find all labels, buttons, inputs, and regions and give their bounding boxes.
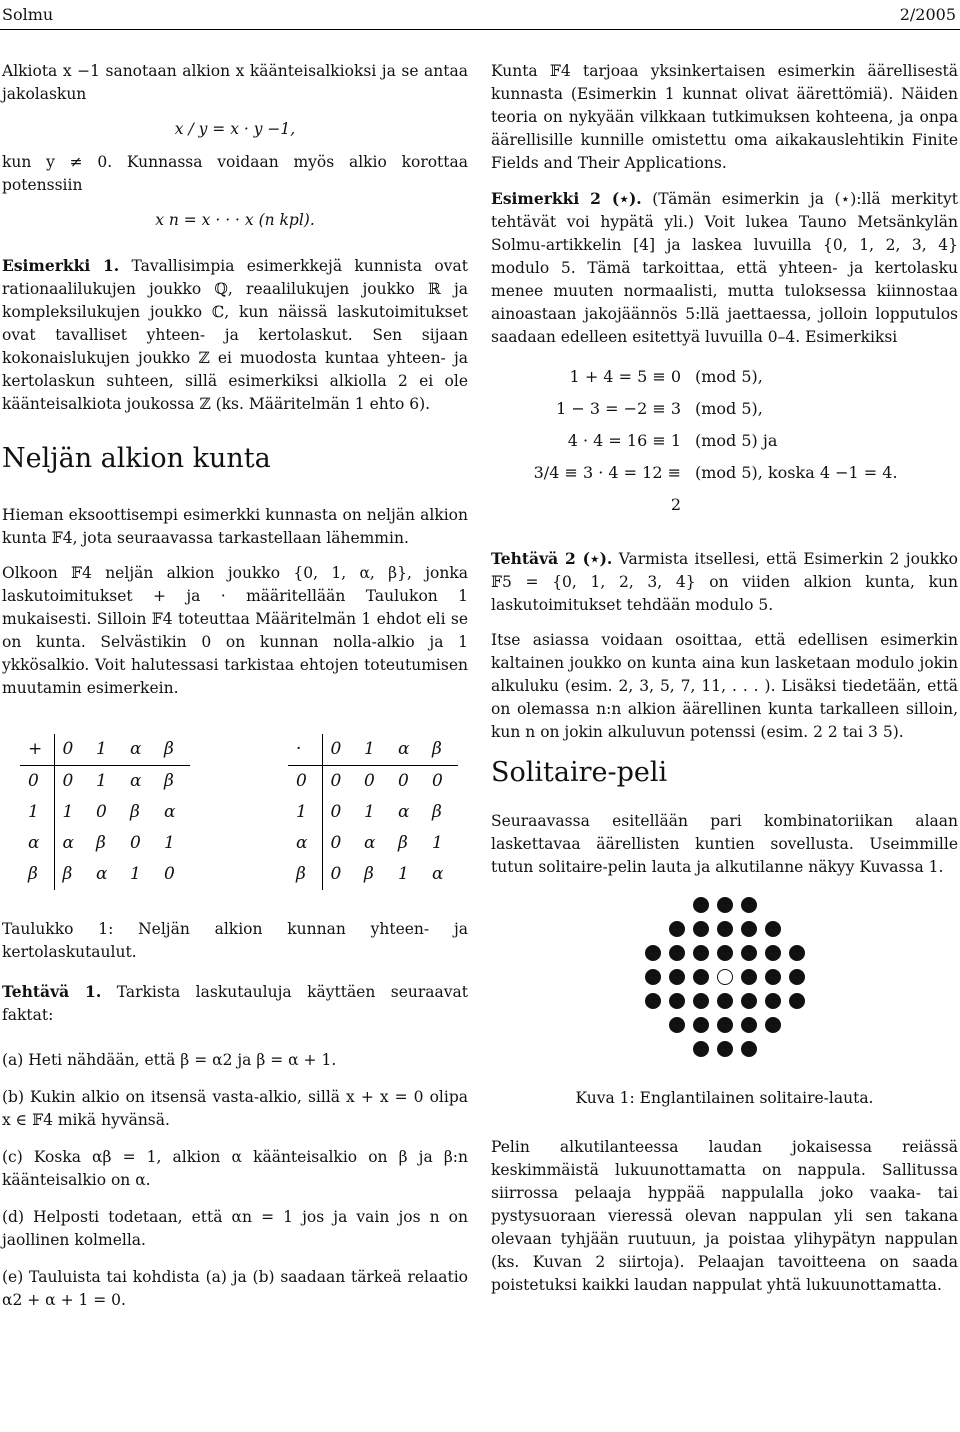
left-column [2, 60, 468, 1326]
fact-item: (e) Tauluista tai kohdista (a) ja (b) saadaan tärkeä relaatio α2 + α + 1 = 0. [2, 1268, 468, 1309]
figure-caption: Kuva 1: Englantilainen solitaire-lauta. [575, 1089, 874, 1107]
task-text: Varmista itsellesi, että Esimerkin 2 joukko 𝔽5 = {0, 1, 2, 3, 4} on viiden alkion kunta, kun laskutoimitukset tehdään modulo 5. [491, 550, 959, 614]
peg [693, 897, 709, 913]
table-cell: 0 [330, 771, 342, 791]
peg [765, 969, 781, 985]
table-cell: α [20, 828, 54, 859]
table-cell: 1 [398, 864, 409, 884]
right-column [491, 60, 958, 1309]
table-cell: β [20, 859, 54, 890]
peg [789, 969, 805, 985]
table-cell: α [364, 833, 376, 853]
table-cell: 1 [288, 797, 322, 828]
table-cell: β [96, 833, 106, 853]
table-cell: 0 [398, 771, 409, 791]
fact-item: (a) Heti nähdään, että β = α2 ja β = α + 1. [2, 1051, 337, 1069]
peg [717, 921, 733, 937]
board-gap [665, 893, 689, 917]
table-cell: 1 [96, 771, 107, 791]
table-cell: β [164, 771, 174, 791]
table-cell: β [62, 864, 73, 884]
fact-item: (b) Kukin alkio on itsensä vasta-alkio, sillä x + x = 0 olipa x ∈ 𝔽4 mikä hyvänsä. [2, 1088, 468, 1129]
table-cell: 1 [432, 833, 443, 853]
table-cell: α [164, 802, 176, 822]
table-cell: 0 [288, 766, 322, 798]
empty-hole [717, 969, 733, 985]
congruence-row: 1 − 3 = −2 ≡ 3 (mod 5), [556, 399, 763, 418]
peg [717, 993, 733, 1009]
board-gap [761, 1037, 785, 1061]
peg [669, 993, 685, 1009]
table-cell: β [398, 833, 408, 853]
table-row [288, 797, 458, 828]
issue-number: 2/2005 [899, 5, 956, 24]
table-cell: α [122, 734, 156, 766]
section-title: Solitaire-peli [491, 757, 668, 788]
example-text: (Tämän esimerkin ja (⋆):llä merkityt tehtävät voi hypätä yli.) Voit lukea Tauno Metsänkylän Solmu-artikkelin [4] ja laskea luvuilla {0, 1, 2, 3, 4} modulo 5. Tämä tarkoittaa, että yhteen- ja kertolasku menee muuten normaalisti, mutta tuloksessa kiinnostaa ainoastaan jakojäännös 5:llä jaettaessa, jolloin lopputulos saadaan edelleen esitettyä luvuilla 0–4. Esimerkiksi [491, 190, 958, 346]
table-row [20, 797, 190, 828]
table-row [20, 734, 190, 766]
equation-power: x n = x · · · x (n kpl). [155, 211, 315, 229]
peg [693, 969, 709, 985]
congruence-row: 1 + 4 = 5 ≡ 0 (mod 5), [569, 367, 763, 386]
table-cell: β [424, 734, 458, 766]
paragraph: Pelin alkutilanteessa laudan jokaisessa reiässä keskimmäistä lukuunottamatta on nappula. Sallitussa siirrossa pelaaja hyppää nappulalla joko vaaka- tai pystysuoraan vieressä olevan nappulan yli sen takana olevaan tyhjään ruutuun, ja poistaa ylihypätyn nappulan (ks. Kuvan 2 siirtoja). Pelaajan tavoitteena on saada poistetuksi kaikki laudan nappulat yhtä lukuunottamatta. [491, 1138, 958, 1294]
table-cell: 0 [432, 771, 443, 791]
table-cell: β [432, 802, 442, 822]
peg [741, 945, 757, 961]
paragraph: kun y ≠ 0. Kunnassa voidaan myös alkio korottaa potenssiin [2, 153, 468, 194]
task-1 [2, 980, 468, 1027]
table-cell: 0 [364, 771, 375, 791]
peg [717, 1041, 733, 1057]
peg [717, 1017, 733, 1033]
peg [741, 969, 757, 985]
section-title: Neljän alkion kunta [2, 443, 271, 474]
peg [669, 921, 685, 937]
equation-division: x / y = x · y −1, [174, 120, 296, 138]
multiplication-table [288, 734, 458, 890]
paragraph: Kunta 𝔽4 tarjoaa yksinkertaisen esimerkin äärellisestä kunnasta (Esimerkin 1 kunnat olivat äärettömiä). Näiden teoria on nykyään vilkkaan tutkimuksen kohteena, ja onpa äärellisille kunnille omistettu oma aikakauslehtikin Finite Fields and Their Applications. [491, 62, 958, 172]
table-cell: β [364, 864, 374, 884]
table-cell: 0 [330, 802, 342, 822]
table-cell: β [156, 734, 190, 766]
peg [765, 921, 781, 937]
congruence-row: 3/4 ≡ 3 · 4 = 12 ≡ 2 (mod 5), koska 4 −1 = 4. [533, 463, 898, 514]
paragraph: Alkiota x −1 sanotaan alkion x käänteisalkioksi ja se antaa jakolaskun [2, 62, 468, 103]
peg [693, 1041, 709, 1057]
peg [693, 993, 709, 1009]
peg [645, 945, 661, 961]
table-row [20, 766, 190, 798]
page-header [0, 0, 960, 30]
paragraph: Itse asiassa voidaan osoittaa, että edellisen esimerkin kaltainen joukko on kunta aina kun lasketaan modulo jokin alkuluku (esim. 2, 3, 5, 7, 11, . . . ). Lisäksi tiedetään, että on olemassa n:n alkion äärellinen kunta tarkalleen silloin, kun n on jokin alkuluvun potenssi (esim. 2 2 tai 3 5). [491, 631, 958, 741]
table-cell: · [288, 734, 322, 766]
example-label: Esimerkki 1. [2, 256, 120, 275]
peg [741, 1017, 757, 1033]
table-cell: α [96, 864, 108, 884]
board-gap [641, 893, 665, 917]
peg [789, 945, 805, 961]
table-cell: 0 [164, 864, 175, 884]
table-row [20, 859, 190, 890]
fact-item: (c) Koska αβ = 1, alkion α käänteisalkio on β ja β:n käänteisalkio on α. [2, 1148, 468, 1189]
board-gap [641, 1013, 665, 1037]
table-row [288, 828, 458, 859]
table-cell: α [288, 828, 322, 859]
peg [645, 969, 661, 985]
peg [669, 969, 685, 985]
board-gap [785, 917, 809, 941]
table-cell: 0 [330, 833, 342, 853]
task-label: Tehtävä 1. [2, 982, 102, 1001]
table-cell: 0 [62, 771, 74, 791]
table-cell: + [20, 734, 54, 766]
task-label: Tehtävä 2 (⋆). [491, 549, 613, 568]
peg [741, 993, 757, 1009]
congruence-row: 4 · 4 = 16 ≡ 1 (mod 5) ja [567, 431, 778, 450]
board-gap [785, 1037, 809, 1061]
board-gap [641, 917, 665, 941]
operation-tables [20, 734, 458, 890]
table-cell: α [62, 833, 74, 853]
fact-item: (d) Helposti todetaan, että αn = 1 jos ja vain jos n on jaollinen kolmella. [2, 1208, 468, 1249]
peg [741, 1041, 757, 1057]
table-cell: 0 [54, 734, 88, 766]
peg [669, 945, 685, 961]
table-cell: α [398, 802, 410, 822]
example-1 [2, 254, 468, 416]
congruence-list [531, 361, 958, 521]
board-gap [641, 1037, 665, 1061]
table-caption: Taulukko 1: Neljän alkion kunnan yhteen- ja kertolaskutaulut. [2, 920, 468, 961]
peg [765, 1017, 781, 1033]
table-cell: 1 [62, 802, 74, 822]
peg [693, 945, 709, 961]
fact-list [2, 1049, 468, 1312]
peg [669, 1017, 685, 1033]
peg [765, 945, 781, 961]
table-row [288, 766, 458, 798]
task-2 [491, 547, 958, 617]
peg [717, 945, 733, 961]
table-cell: α [130, 771, 142, 791]
peg [765, 993, 781, 1009]
table-cell: 0 [330, 864, 342, 884]
table-cell: β [288, 859, 322, 890]
paragraph: Hieman eksoottisempi esimerkki kunnasta on neljän alkion kunta 𝔽4, jota seuraavassa tarkastellaan lähemmin. [2, 506, 468, 547]
example-label: Esimerkki 2 (⋆). [491, 189, 642, 208]
table-cell: 0 [322, 734, 356, 766]
table-cell: 1 [364, 802, 375, 822]
solitaire-board [641, 893, 809, 1061]
table-cell: 0 [20, 766, 54, 798]
table-cell: 1 [88, 734, 122, 766]
table-row [288, 859, 458, 890]
example-2 [491, 187, 958, 349]
peg [741, 921, 757, 937]
solitaire-figure [491, 893, 958, 1061]
table-cell: 1 [20, 797, 54, 828]
addition-table [20, 734, 190, 890]
peg [693, 921, 709, 937]
table-row [288, 734, 458, 766]
table-cell: α [432, 864, 444, 884]
table-cell: α [390, 734, 424, 766]
table-cell: 0 [130, 833, 141, 853]
table-cell: 0 [96, 802, 107, 822]
board-gap [665, 1037, 689, 1061]
table-cell: 1 [164, 833, 175, 853]
peg [645, 993, 661, 1009]
board-gap [761, 893, 785, 917]
peg [741, 897, 757, 913]
journal-name: Solmu [2, 5, 54, 24]
board-gap [785, 1013, 809, 1037]
peg [717, 897, 733, 913]
table-cell: 1 [130, 864, 141, 884]
task-text: Tarkista laskutauluja käyttäen seuraavat faktat: [2, 983, 469, 1024]
peg [693, 1017, 709, 1033]
paragraph: Olkoon 𝔽4 neljän alkion joukko {0, 1, α, β}, jonka laskutoimitukset + ja · määritellään Taulukon 1 mukaisesti. Silloin 𝔽4 toteuttaa Määritelmän 1 ehdot eli se on kunta. Selvästikin 0 on kunnan nolla-alkio ja 1 ykkösalkio. Voit halutessasi tarkistaa ehtojen toteutumisen muutamin esimerkein. [2, 564, 468, 697]
table-row [20, 828, 190, 859]
paragraph: Seuraavassa esitellään pari kombinatoriikan alaan laskettavaa äärellisten kuntien sovellusta. Useimmille tutun solitaire-pelin lauta ja alkutilanne näkyy Kuvassa 1. [491, 812, 958, 876]
board-gap [785, 893, 809, 917]
peg [789, 993, 805, 1009]
example-text: Tavallisimpia esimerkkejä kunnista ovat rationaalilukujen joukko ℚ, reaalilukujen joukko ℝ ja kompleksilukujen joukko ℂ, kun näissä laskutoimitukset ovat tavalliset yhteen- ja kertolaskut. Sen sijaan kokonaislukujen joukko ℤ ei muodosta kuntaa yhteen- ja kertolaskun suhteen, sillä esimerkiksi alkiolla 2 ei ole käänteisalkiota joukossa ℤ (ks. Määritelmän 1 ehto 6). [2, 257, 468, 413]
table-cell: β [130, 802, 140, 822]
table-cell: 1 [356, 734, 390, 766]
